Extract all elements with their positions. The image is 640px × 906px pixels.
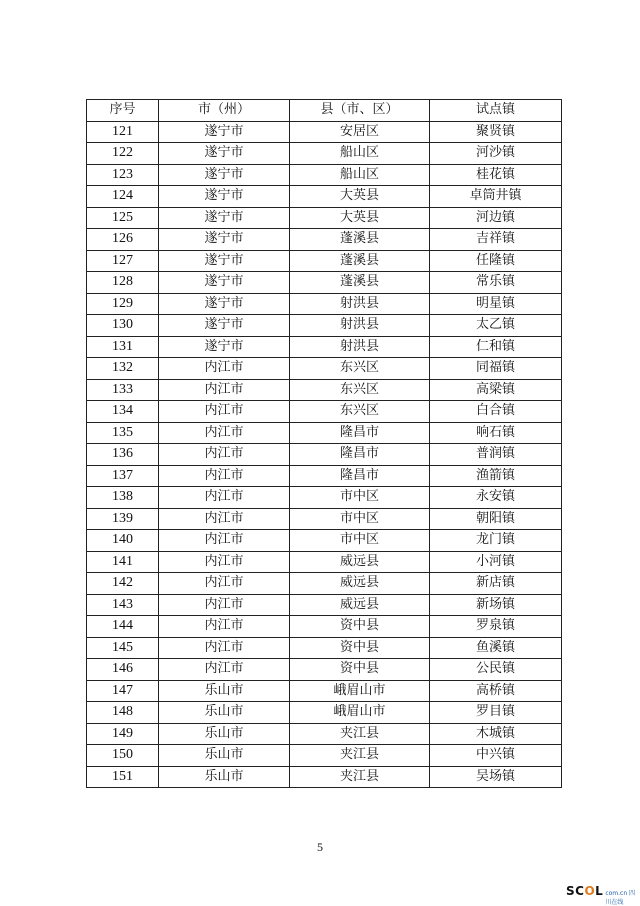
table-row xyxy=(87,723,562,745)
table-row xyxy=(87,272,562,294)
cell-city: 内江市 xyxy=(159,444,290,466)
cell-city: 内江市 xyxy=(159,573,290,595)
town-table xyxy=(86,99,562,788)
table-row xyxy=(87,229,562,251)
cell-pilot-town: 高梁镇 xyxy=(430,379,562,401)
cell-pilot-town: 常乐镇 xyxy=(430,272,562,294)
cell-county: 安居区 xyxy=(290,121,430,143)
cell-city: 遂宁市 xyxy=(159,186,290,208)
cell-county: 大英县 xyxy=(290,207,430,229)
table-row xyxy=(87,444,562,466)
cell-index: 136 xyxy=(87,444,159,466)
table-body xyxy=(87,121,562,788)
cell-county: 东兴区 xyxy=(290,379,430,401)
cell-index: 126 xyxy=(87,229,159,251)
cell-index: 151 xyxy=(87,766,159,788)
header-city: 市（州） xyxy=(159,100,290,122)
cell-pilot-town: 吴场镇 xyxy=(430,766,562,788)
cell-pilot-town: 木城镇 xyxy=(430,723,562,745)
cell-pilot-town: 新店镇 xyxy=(430,573,562,595)
cell-index: 137 xyxy=(87,465,159,487)
table-row xyxy=(87,186,562,208)
cell-index: 142 xyxy=(87,573,159,595)
cell-index: 141 xyxy=(87,551,159,573)
cell-pilot-town: 桂花镇 xyxy=(430,164,562,186)
table-row xyxy=(87,293,562,315)
table-row xyxy=(87,143,562,165)
cell-pilot-town: 龙门镇 xyxy=(430,530,562,552)
cell-pilot-town: 高桥镇 xyxy=(430,680,562,702)
table-row xyxy=(87,766,562,788)
cell-city: 乐山市 xyxy=(159,723,290,745)
cell-county: 峨眉山市 xyxy=(290,702,430,724)
cell-city: 乐山市 xyxy=(159,680,290,702)
cell-index: 132 xyxy=(87,358,159,380)
table-row xyxy=(87,745,562,767)
header-pilot-town: 试点镇 xyxy=(430,100,562,122)
cell-county: 市中区 xyxy=(290,530,430,552)
cell-city: 乐山市 xyxy=(159,702,290,724)
header-county: 县（市、区） xyxy=(290,100,430,122)
table-row xyxy=(87,250,562,272)
cell-index: 127 xyxy=(87,250,159,272)
cell-city: 内江市 xyxy=(159,379,290,401)
cell-county: 东兴区 xyxy=(290,358,430,380)
cell-index: 134 xyxy=(87,401,159,423)
table-row xyxy=(87,465,562,487)
table-row xyxy=(87,164,562,186)
cell-pilot-town: 朝阳镇 xyxy=(430,508,562,530)
table-row xyxy=(87,573,562,595)
cell-index: 130 xyxy=(87,315,159,337)
table-row xyxy=(87,336,562,358)
cell-index: 133 xyxy=(87,379,159,401)
cell-county: 威远县 xyxy=(290,573,430,595)
cell-county: 东兴区 xyxy=(290,401,430,423)
cell-city: 内江市 xyxy=(159,508,290,530)
cell-pilot-town: 罗泉镇 xyxy=(430,616,562,638)
table-row xyxy=(87,379,562,401)
cell-index: 143 xyxy=(87,594,159,616)
page-number: 5 xyxy=(317,840,323,854)
cell-city: 遂宁市 xyxy=(159,164,290,186)
cell-city: 内江市 xyxy=(159,422,290,444)
cell-pilot-town: 聚贤镇 xyxy=(430,121,562,143)
table-row xyxy=(87,487,562,509)
table-row xyxy=(87,508,562,530)
header-index: 序号 xyxy=(87,100,159,122)
cell-city: 遂宁市 xyxy=(159,229,290,251)
table-row xyxy=(87,637,562,659)
cell-county: 射洪县 xyxy=(290,336,430,358)
cell-city: 内江市 xyxy=(159,637,290,659)
cell-pilot-town: 永安镇 xyxy=(430,487,562,509)
cell-pilot-town: 普润镇 xyxy=(430,444,562,466)
cell-index: 131 xyxy=(87,336,159,358)
cell-index: 123 xyxy=(87,164,159,186)
table-row xyxy=(87,702,562,724)
cell-city: 内江市 xyxy=(159,616,290,638)
cell-pilot-town: 罗目镇 xyxy=(430,702,562,724)
cell-county: 夹江县 xyxy=(290,745,430,767)
table-row xyxy=(87,530,562,552)
table-row xyxy=(87,207,562,229)
cell-city: 乐山市 xyxy=(159,766,290,788)
cell-index: 145 xyxy=(87,637,159,659)
table-row xyxy=(87,121,562,143)
table-row xyxy=(87,358,562,380)
cell-county: 隆昌市 xyxy=(290,465,430,487)
cell-city: 内江市 xyxy=(159,401,290,423)
cell-pilot-town: 中兴镇 xyxy=(430,745,562,767)
cell-index: 125 xyxy=(87,207,159,229)
table-row xyxy=(87,422,562,444)
table-row xyxy=(87,594,562,616)
table-row xyxy=(87,315,562,337)
cell-pilot-town: 新场镇 xyxy=(430,594,562,616)
cell-pilot-town: 吉祥镇 xyxy=(430,229,562,251)
cell-index: 124 xyxy=(87,186,159,208)
cell-index: 135 xyxy=(87,422,159,444)
cell-index: 128 xyxy=(87,272,159,294)
cell-index: 139 xyxy=(87,508,159,530)
cell-index: 148 xyxy=(87,702,159,724)
cell-index: 121 xyxy=(87,121,159,143)
cell-city: 遂宁市 xyxy=(159,272,290,294)
cell-index: 147 xyxy=(87,680,159,702)
logo-wordmark: SCOL xyxy=(566,884,604,898)
cell-pilot-town: 卓筒井镇 xyxy=(430,186,562,208)
cell-pilot-town: 河边镇 xyxy=(430,207,562,229)
cell-city: 遂宁市 xyxy=(159,207,290,229)
cell-county: 威远县 xyxy=(290,551,430,573)
cell-city: 乐山市 xyxy=(159,745,290,767)
cell-pilot-town: 公民镇 xyxy=(430,659,562,681)
cell-city: 遂宁市 xyxy=(159,336,290,358)
cell-city: 内江市 xyxy=(159,465,290,487)
cell-county: 资中县 xyxy=(290,659,430,681)
table-row xyxy=(87,616,562,638)
cell-county: 夹江县 xyxy=(290,766,430,788)
cell-index: 146 xyxy=(87,659,159,681)
cell-pilot-town: 河沙镇 xyxy=(430,143,562,165)
cell-city: 内江市 xyxy=(159,659,290,681)
cell-pilot-town: 明星镇 xyxy=(430,293,562,315)
table-row xyxy=(87,551,562,573)
cell-index: 122 xyxy=(87,143,159,165)
sc-online-logo xyxy=(566,884,640,906)
cell-county: 威远县 xyxy=(290,594,430,616)
cell-county: 市中区 xyxy=(290,508,430,530)
cell-pilot-town: 响石镇 xyxy=(430,422,562,444)
cell-pilot-town: 小河镇 xyxy=(430,551,562,573)
cell-city: 遂宁市 xyxy=(159,293,290,315)
cell-county: 市中区 xyxy=(290,487,430,509)
logo-subtext: com.cn 四川在线 xyxy=(605,890,636,906)
cell-index: 149 xyxy=(87,723,159,745)
cell-city: 内江市 xyxy=(159,487,290,509)
cell-index: 144 xyxy=(87,616,159,638)
cell-city: 内江市 xyxy=(159,594,290,616)
cell-pilot-town: 白合镇 xyxy=(430,401,562,423)
cell-county: 射洪县 xyxy=(290,293,430,315)
cell-city: 内江市 xyxy=(159,358,290,380)
cell-county: 大英县 xyxy=(290,186,430,208)
cell-county: 资中县 xyxy=(290,637,430,659)
cell-city: 内江市 xyxy=(159,530,290,552)
cell-pilot-town: 渔箭镇 xyxy=(430,465,562,487)
cell-index: 129 xyxy=(87,293,159,315)
cell-county: 蓬溪县 xyxy=(290,272,430,294)
cell-county: 蓬溪县 xyxy=(290,229,430,251)
cell-pilot-town: 同福镇 xyxy=(430,358,562,380)
cell-pilot-town: 鱼溪镇 xyxy=(430,637,562,659)
cell-pilot-town: 太乙镇 xyxy=(430,315,562,337)
cell-city: 遂宁市 xyxy=(159,143,290,165)
cell-county: 资中县 xyxy=(290,616,430,638)
cell-county: 隆昌市 xyxy=(290,444,430,466)
cell-county: 夹江县 xyxy=(290,723,430,745)
cell-pilot-town: 仁和镇 xyxy=(430,336,562,358)
cell-city: 遂宁市 xyxy=(159,315,290,337)
table-row xyxy=(87,659,562,681)
cell-index: 140 xyxy=(87,530,159,552)
cell-county: 隆昌市 xyxy=(290,422,430,444)
cell-index: 138 xyxy=(87,487,159,509)
table-row xyxy=(87,680,562,702)
cell-county: 船山区 xyxy=(290,164,430,186)
cell-city: 内江市 xyxy=(159,551,290,573)
table-header-row xyxy=(87,100,562,122)
cell-city: 遂宁市 xyxy=(159,250,290,272)
table-row xyxy=(87,401,562,423)
cell-county: 峨眉山市 xyxy=(290,680,430,702)
cell-pilot-town: 任隆镇 xyxy=(430,250,562,272)
cell-county: 蓬溪县 xyxy=(290,250,430,272)
cell-index: 150 xyxy=(87,745,159,767)
cell-county: 船山区 xyxy=(290,143,430,165)
cell-city: 遂宁市 xyxy=(159,121,290,143)
cell-county: 射洪县 xyxy=(290,315,430,337)
